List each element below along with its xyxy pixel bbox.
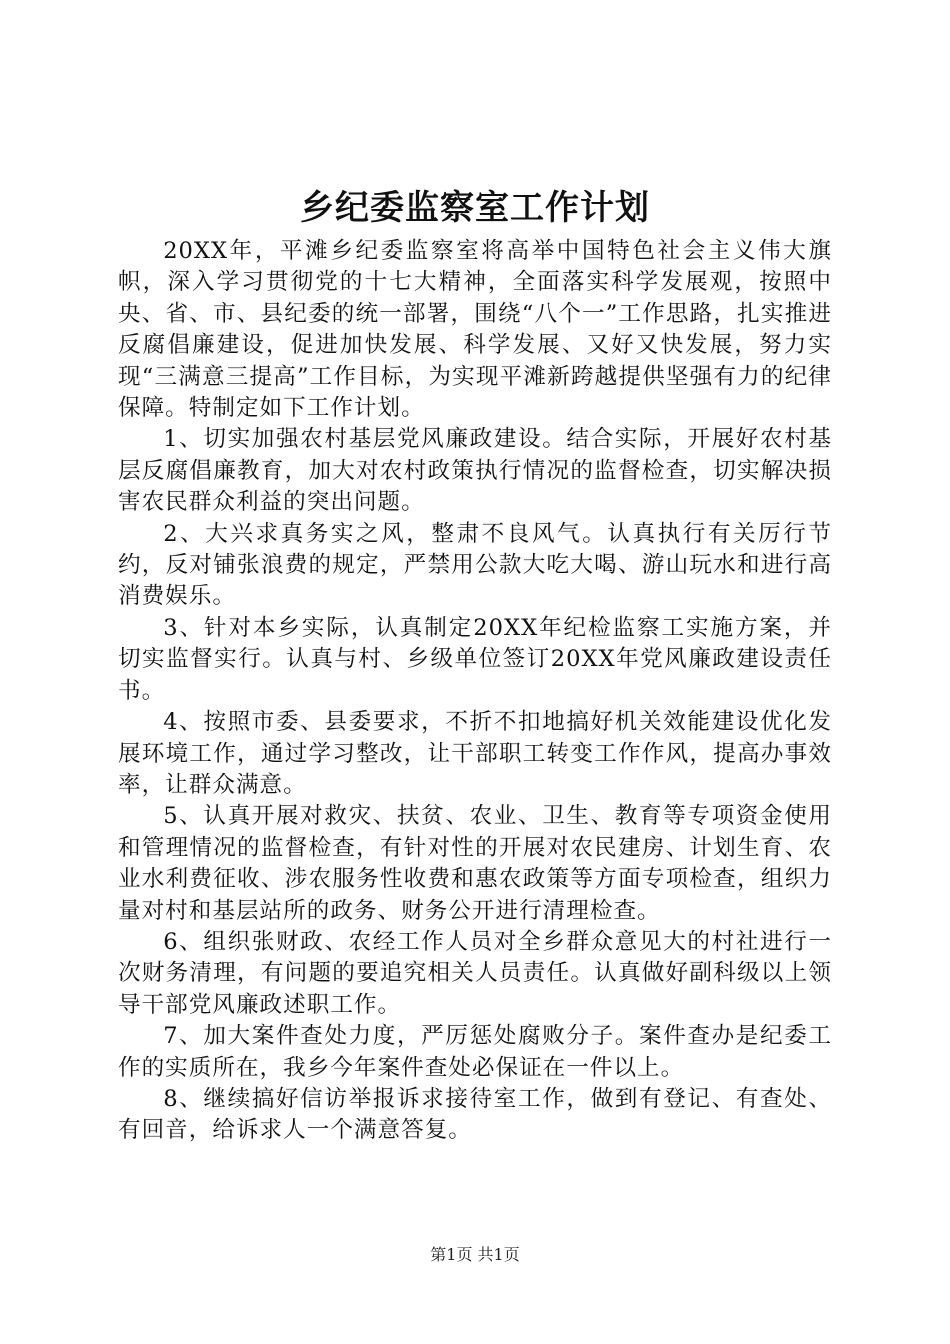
plan-item-1: 1、切实加强农村基层党风廉政建设。结合实际，开展好农村基层反腐倡廉教育，加大对农村政策执行情况的监督检查，切实解决损害农民群众利益的突出问题。: [118, 426, 832, 516]
page-footer: 第1页 共1页: [430, 1245, 520, 1264]
plan-item-5: 5、认真开展对救灾、扶贫、农业、卫生、教育等专项资金使用和管理情况的监督检查，有针对性的开展对农民建房、计划生育、农业水利费征收、涉农服务性收费和惠农政策等方面专项检查，组织力量对村和基层站所的政务、财务公开进行清理检查。: [118, 803, 832, 924]
document-body: [118, 236, 832, 1147]
plan-item-8: 8、继续搞好信访举报诉求接待室工作，做到有登记、有查处、有回音，给诉求人一个满意答复。: [118, 1085, 832, 1144]
plan-item-2: 2、大兴求真务实之风，整肃不良风气。认真执行有关厉行节约，反对铺张浪费的规定，严禁用公款大吃大喝、游山玩水和进行高消费娱乐。: [118, 520, 832, 610]
plan-item-6: 6、组织张财政、农经工作人员对全乡群众意见大的村社进行一次财务清理，有问题的要追究相关人员责任。认真做好副科级以上领导干部党风廉政述职工作。: [118, 928, 832, 1018]
intro-paragraph: 20XX年，平滩乡纪委监察室将高举中国特色社会主义伟大旗帜，深入学习贯彻党的十七大精神，全面落实科学发展观，按照中央、省、市、县纪委的统一部署，围绕“八个一”工作思路，扎实推进反腐倡廉建设，促进加快发展、科学发展、又好又快发展，努力实现“三满意三提高”工作目标，为实现平滩新跨越提供坚强有力的纪律保障。特制定如下工作计划。: [118, 238, 832, 422]
plan-item-4: 4、按照市委、县委要求，不折不扣地搞好机关效能建设优化发展环境工作，通过学习整改，让干部职工转变工作作风，提高办事效率，让群众满意。: [118, 709, 832, 798]
plan-item-3: 3、针对本乡实际，认真制定20XX年纪检监察工实施方案，并切实监督实行。认真与村、乡级单位签订20XX年党风廉政建设责任书。: [118, 614, 832, 704]
document-title: 乡纪委监察室工作计划: [300, 188, 650, 228]
plan-item-7: 7、加大案件查处力度，严厉惩处腐败分子。案件查办是纪委工作的实质所在，我乡今年案件查处必保证在一件以上。: [118, 1023, 832, 1081]
